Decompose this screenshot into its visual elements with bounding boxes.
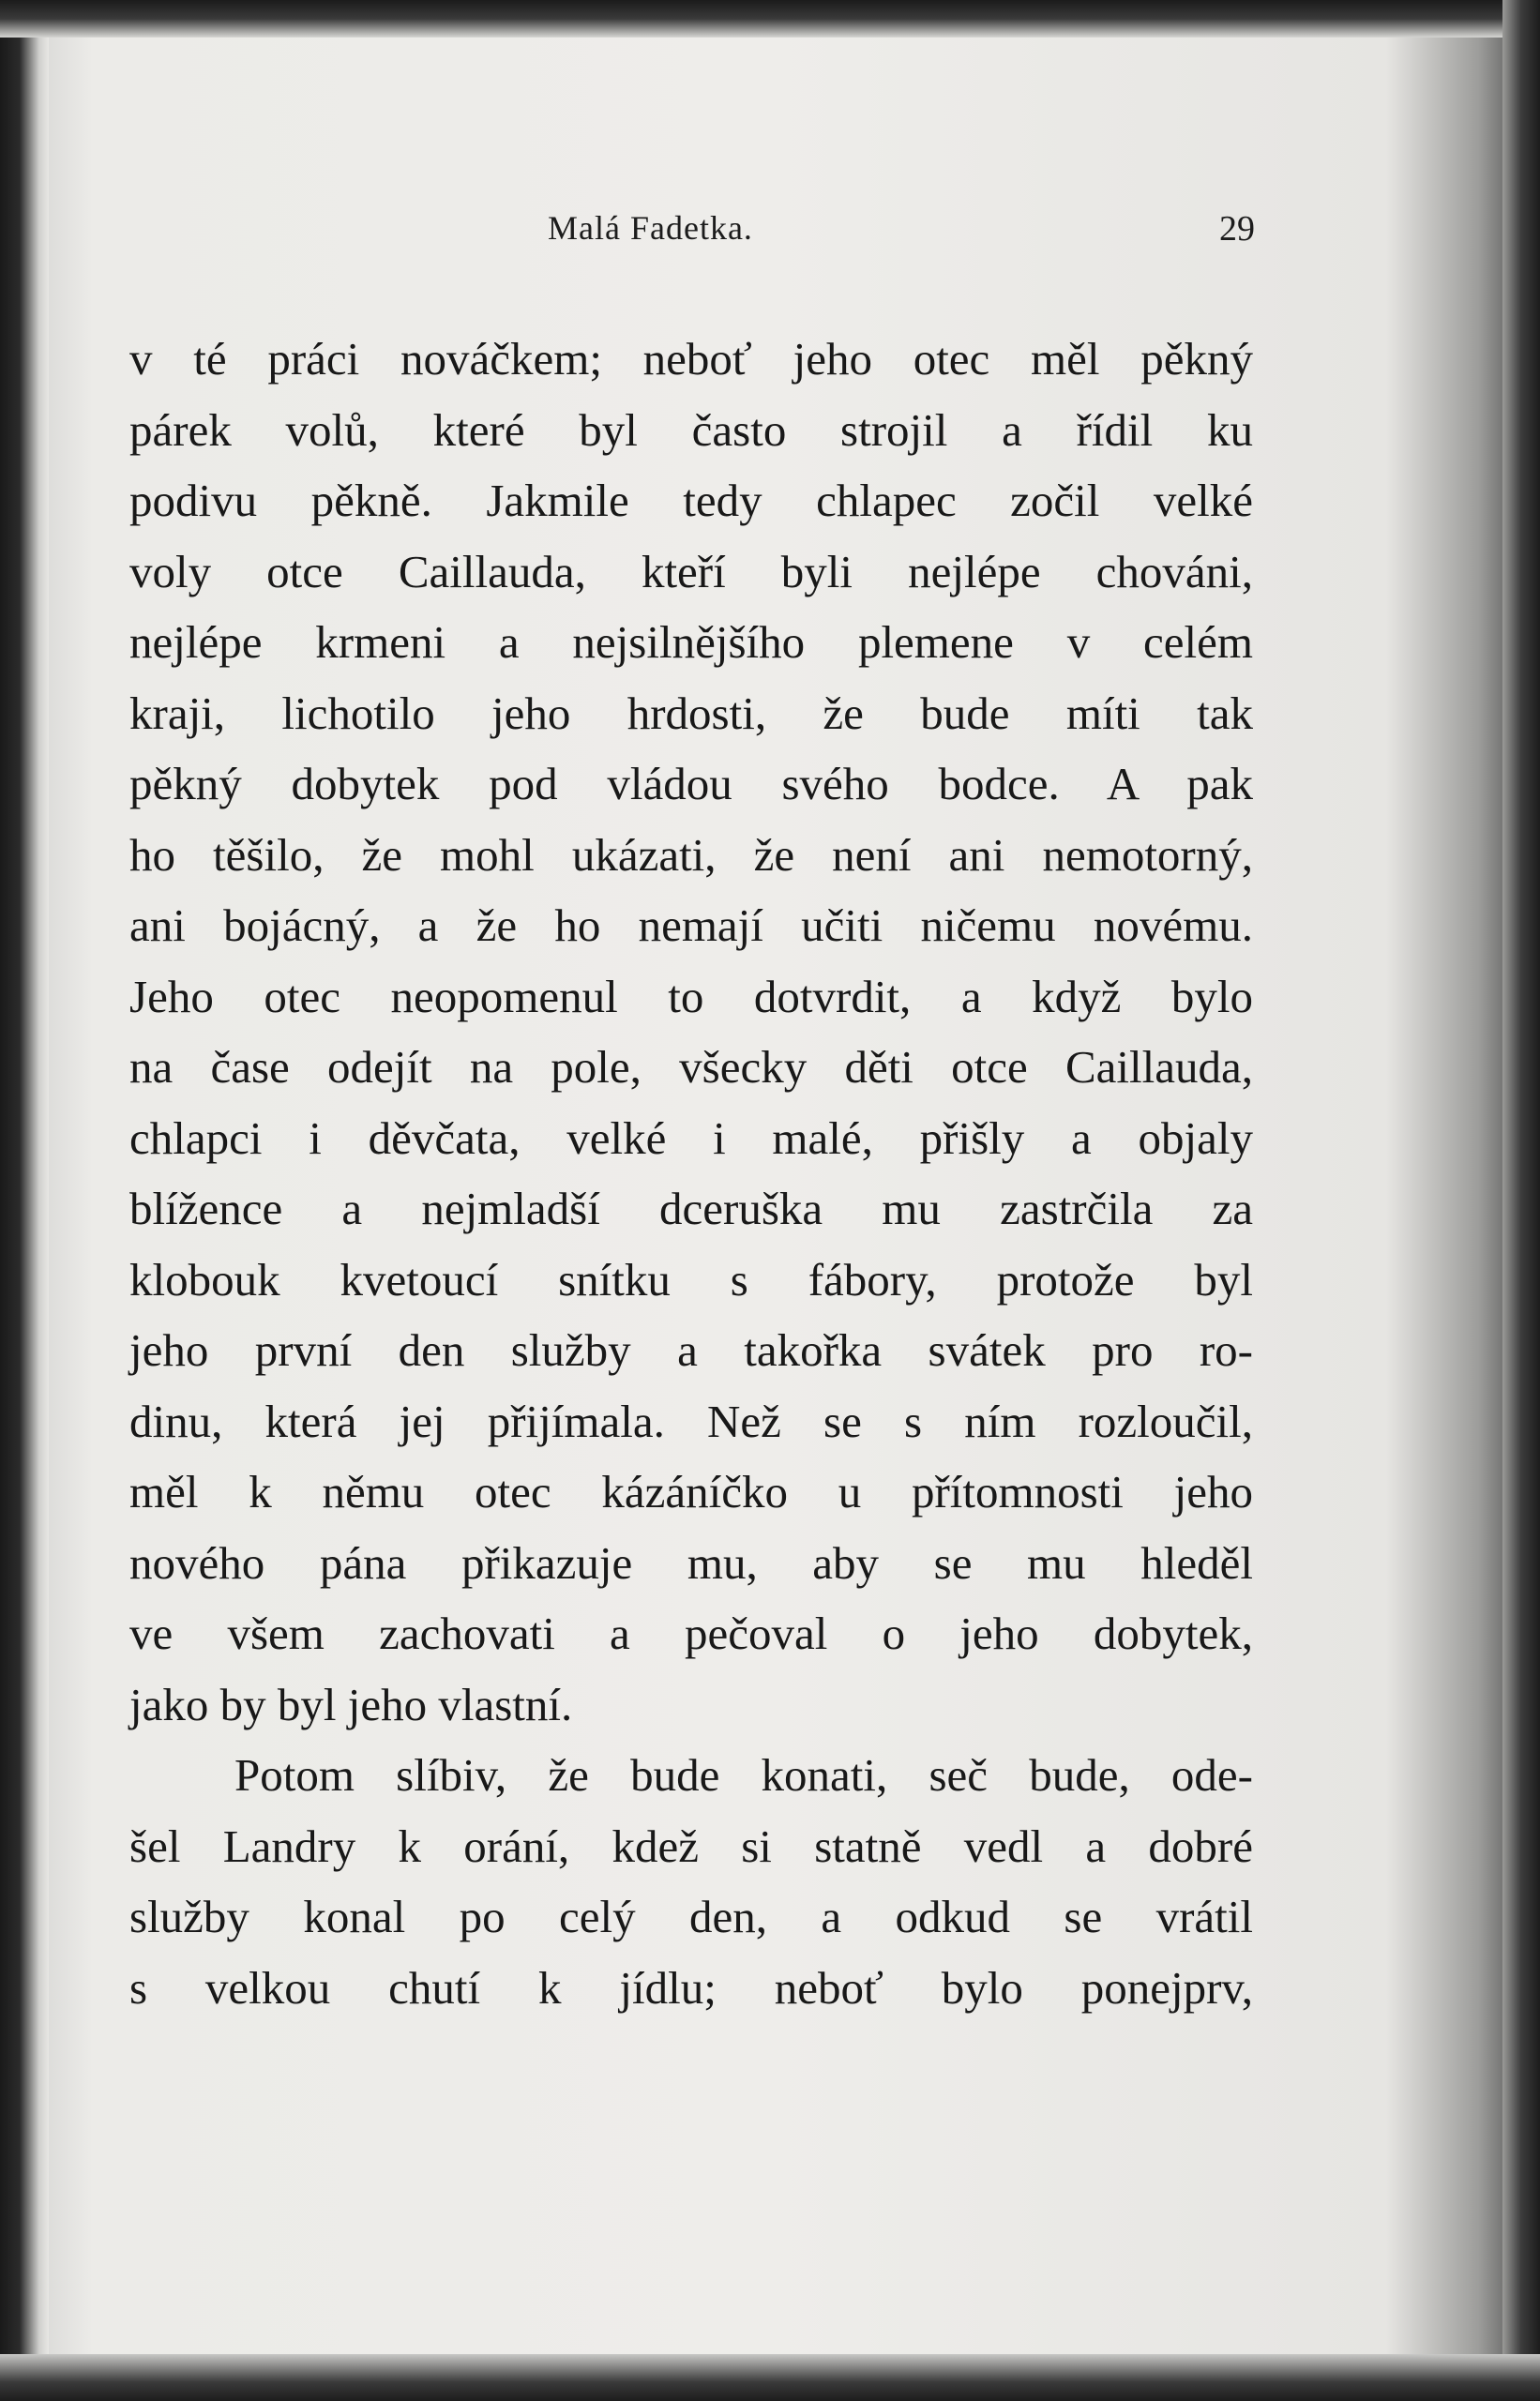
text-line: Potom slíbiv, že bude konati, seč bude, ode- — [234, 1749, 1253, 1801]
page-number: 29 — [1219, 209, 1255, 249]
text-line: voly otce Caillauda, kteří byli nejlépe chováni, — [129, 545, 1253, 597]
bottom-scan-border — [0, 2354, 1540, 2401]
text-line: ho těšilo, že mohl ukázati, že není ani nemotorný, — [129, 828, 1253, 881]
right-scan-border — [1502, 0, 1540, 2401]
text-line: nového pána přikazuje mu, aby se mu hleděl — [129, 1536, 1253, 1589]
text-line: dinu, která jej přijímala. Než se s ním rozloučil, — [129, 1395, 1253, 1447]
body-text — [129, 324, 1253, 2023]
text-line: chlapci i děvčata, velké i malé, přišly a objaly — [129, 1111, 1253, 1164]
text-line: v té práci nováčkem; neboť jeho otec měl pěkný — [129, 333, 1253, 385]
text-line: služby konal po celý den, a odkud se vrátil — [129, 1891, 1253, 1942]
text-line: párek volů, které byl často strojil a řídil ku — [129, 403, 1253, 456]
text-line: jako by byl jeho vlastní. — [129, 1678, 573, 1730]
text-line: ve všem zachovati a pečoval o jeho dobytek, — [129, 1608, 1253, 1659]
book-gutter-shadow — [0, 0, 49, 2401]
running-title: Malá Fadetka. — [548, 209, 753, 247]
text-line: kraji, lichotilo jeho hrdosti, že bude míti tak — [129, 687, 1253, 739]
text-line: blížence a nejmladší dceruška mu zastrčila za — [129, 1183, 1253, 1234]
text-line: Jeho otec neopomenul to dotvrdit, a když bylo — [129, 970, 1253, 1022]
text-line: pěkný dobytek pod vládou svého bodce. A pak — [129, 758, 1253, 809]
text-line: ani bojácný, a že ho nemají učiti ničemu novému. — [129, 899, 1253, 951]
text-line: na čase odejít na pole, všecky děti otce Caillauda, — [129, 1041, 1253, 1093]
text-line: podivu pěkně. Jakmile tedy chlapec zočil velké — [129, 475, 1253, 526]
top-scan-border — [0, 0, 1540, 38]
text-line: měl k němu otec kázáníčko u přítomnosti jeho — [129, 1466, 1253, 1518]
text-line: s velkou chutí k jídlu; neboť bylo ponejprv, — [129, 1961, 1253, 2014]
text-line: jeho první den služby a takořka svátek pro ro- — [129, 1324, 1253, 1376]
running-header — [129, 208, 1255, 255]
text-line: nejlépe krmeni a nejsilnějšího plemene v celém — [129, 616, 1253, 668]
text-line: šel Landry k orání, kdež si statně vedl a dobré — [129, 1820, 1253, 1872]
text-line: klobouk kvetoucí snítku s fábory, protože byl — [129, 1253, 1253, 1306]
